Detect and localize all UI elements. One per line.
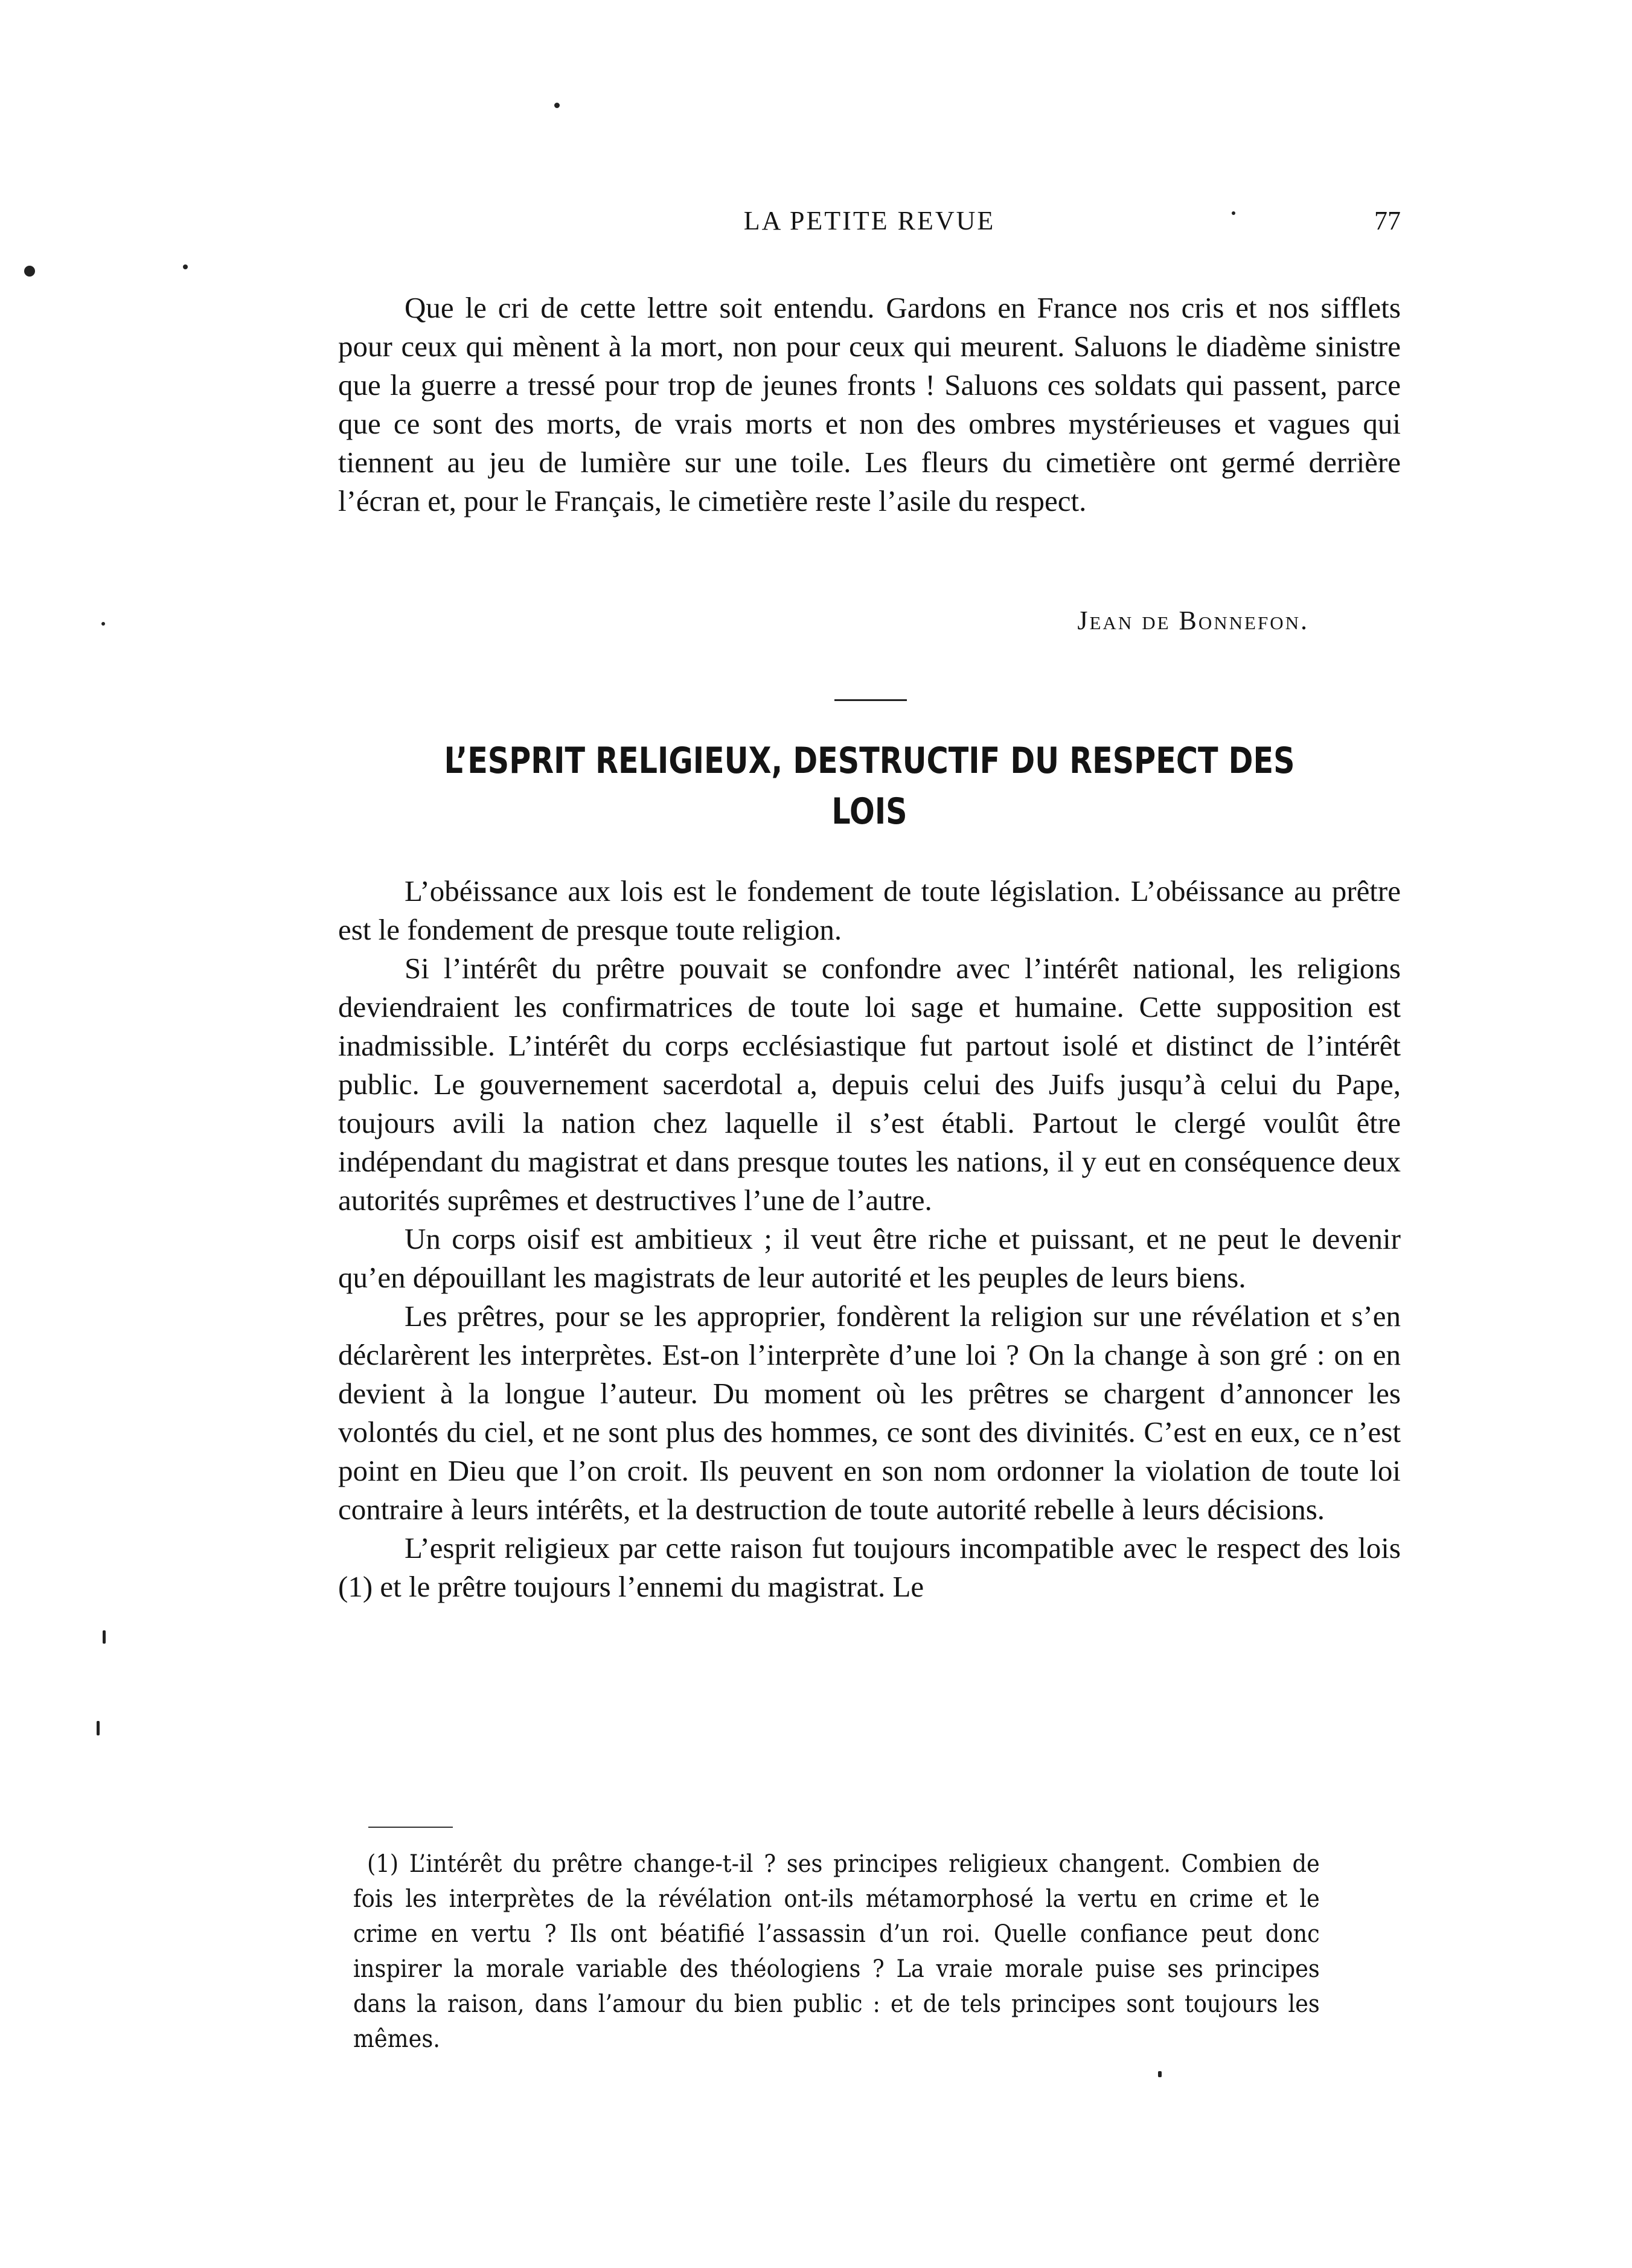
- ink-speck: [183, 264, 188, 269]
- page-number: 77: [1374, 206, 1401, 235]
- running-title: LA PETITE REVUE: [743, 206, 996, 235]
- article-paragraph: Un corps oisif est ambitieux ; il veut être riche et puissant, et ne peut le devenir qu’en dépouillant les magistrats de leur autorité et les peuples de leurs biens.: [338, 1222, 1401, 1294]
- article-paragraph: Si l’intérêt du prêtre pouvait se confondre avec l’intérêt national, les religions deviendraient les confirmatrices de toute loi sage et humaine. Cette supposition est inadmissible. L’intérêt du corps ecclésiastique fut partout isolé et distinct de l’intérêt public. Le gouvernement sacerdotal a, depuis celui des Juifs jusqu’à celui du Pape, toujours avili la nation chez laquelle il s’est établi. Partout le clergé voulût être indépendant du magistrat et dans presque toutes les nations, il y eut en conséquence deux autorités suprêmes et destructives l’une de l’autre.: [338, 952, 1401, 1217]
- ink-speck: [554, 103, 560, 108]
- footnote-text: (1) L’intérêt du prêtre change-t-il ? ses principes religieux changent. Combien de fois les interprètes de la révélation ont-ils métamorphosé la vertu en crime et le crime en vertu ? Ils ont béatifié l’assassin d’un roi. Quelle confiance peut donc inspirer la morale variable des théologiens ? La vraie morale puise ses principes dans la raison, dans l’amour du bien public : et de tels principes sont toujours les mêmes.: [353, 1850, 1320, 2053]
- section-separator: [834, 699, 907, 701]
- article-paragraph: L’esprit religieux par cette raison fut toujours incompatible avec le respect des lois (1) et le prêtre toujours l’ennemi du magistrat. Le: [338, 1531, 1401, 1603]
- footnote: [353, 1847, 1320, 2057]
- article-body: [338, 872, 1401, 1606]
- article-title: L’ESPRIT RELIGIEUX, DESTRUCTIF DU RESPECT DES LOIS: [444, 740, 1295, 833]
- ink-speck: [24, 266, 35, 277]
- footnote-rule: [368, 1827, 453, 1828]
- ink-speck: [103, 1630, 106, 1644]
- article-paragraph: L’obéissance aux lois est le fondement de toute législation. L’obéissance au prêtre est le fondement de presque toute religion.: [338, 874, 1401, 946]
- ink-speck: [1158, 2071, 1162, 2077]
- ink-speck: [101, 622, 105, 626]
- author-signature: Jean de Bonnefon.: [1077, 606, 1309, 635]
- article-paragraph: Les prêtres, pour se les approprier, fondèrent la religion sur une révélation et s’en déclarèrent les interprètes. Est-on l’interprète d’une loi ? On la change à son gré : on en devient à la longue l’auteur. Du moment où les prêtres se chargent d’annoncer les volontés du ciel, et ne sont plus des hommes, ce sont des divinités. C’est en eux, ce n’est point en Dieu que l’on croit. Ils peuvent en son nom ordonner la violation de toute loi contraire à leurs intérêts, et la destruction de toute autorité rebelle à leurs décisions.: [338, 1299, 1401, 1526]
- ink-speck: [97, 1721, 100, 1735]
- page-header: [338, 205, 1401, 242]
- intro-text: [338, 289, 1401, 521]
- intro-paragraph: Que le cri de cette lettre soit entendu. Gardons en France nos cris et nos sifflets pour ceux qui mènent à la mort, non pour ceux qui meurent. Saluons le diadème sinistre que la guerre a tressé pour trop de jeunes fronts ! Saluons ces soldats qui passent, parce que ce sont des morts, de vrais morts et non des ombres mystérieuses et vagues qui tiennent au jeu de lumière sur une toile. Les fleurs du cimetière ont germé derrière l’écran et, pour le Français, le cimetière reste l’asile du respect.: [338, 291, 1401, 517]
